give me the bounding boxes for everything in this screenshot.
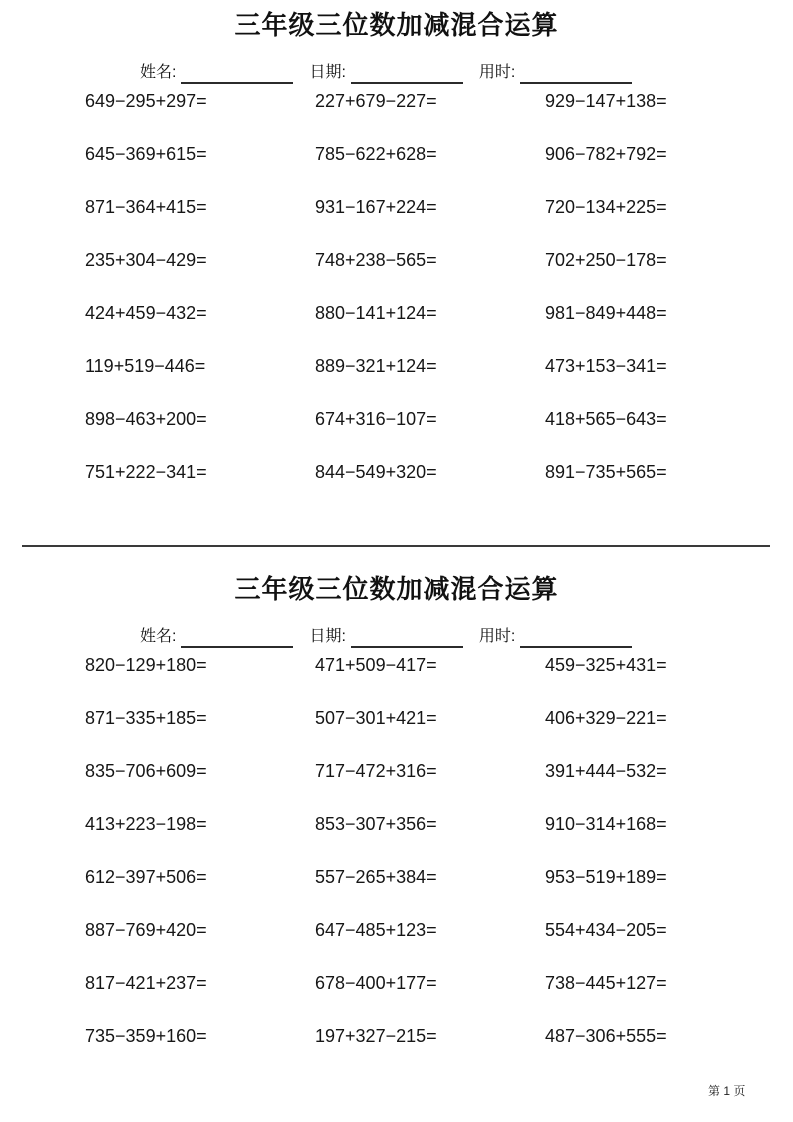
problem: 853−307+356= (315, 814, 437, 834)
problem: 413+223−198= (85, 814, 207, 834)
blank-underline (351, 66, 463, 84)
field-name-label: 姓名: (140, 628, 177, 645)
problem: 785−622+628= (315, 144, 437, 164)
field-name (140, 626, 293, 648)
problem: 835−706+609= (85, 761, 207, 781)
problem: 647−485+123= (315, 920, 437, 940)
problem: 678−400+177= (315, 973, 437, 993)
problem: 981−849+448= (545, 303, 667, 323)
blank-underline (181, 630, 293, 648)
problem: 487−306+555= (545, 1026, 667, 1046)
problem: 459−325+431= (545, 655, 667, 675)
problem: 612−397+506= (85, 867, 207, 887)
problem: 931−167+224= (315, 197, 437, 217)
problem: 735−359+160= (85, 1026, 207, 1046)
problem: 717−472+316= (315, 761, 437, 781)
problem: 406+329−221= (545, 708, 667, 728)
field-date-label: 日期: (309, 628, 346, 645)
problem: 889−321+124= (315, 356, 437, 376)
blank-underline (181, 66, 293, 84)
blank-underline (351, 630, 463, 648)
problem: 844−549+320= (315, 462, 437, 482)
problem: 871−335+185= (85, 708, 207, 728)
problem: 751+222−341= (85, 462, 207, 482)
field-time (479, 626, 632, 648)
problem: 820−129+180= (85, 655, 207, 675)
problem: 554+434−205= (545, 920, 667, 940)
problem: 557−265+384= (315, 867, 437, 887)
field-time-label: 用时: (478, 64, 516, 81)
field-name (140, 62, 293, 84)
field-date (309, 62, 462, 84)
problem: 898−463+200= (85, 409, 207, 429)
problems-grid (85, 91, 793, 515)
problem: 906−782+792= (545, 144, 667, 164)
problem: 738−445+127= (545, 973, 667, 993)
problem: 880−141+124= (315, 303, 437, 323)
problem: 235+304−429= (85, 250, 207, 270)
problem: 645−369+615= (85, 144, 207, 164)
field-date (309, 626, 462, 648)
worksheet-section-1 (0, 10, 793, 515)
worksheet-section-2 (0, 574, 793, 1079)
problem: 910−314+168= (545, 814, 667, 834)
problem: 929−147+138= (545, 91, 667, 111)
problem: 473+153−341= (545, 356, 667, 376)
field-name-label: 姓名: (140, 64, 177, 81)
problem: 891−735+565= (545, 462, 667, 482)
problem: 720−134+225= (545, 197, 667, 217)
problem: 391+444−532= (545, 761, 667, 781)
problem: 197+327−215= (315, 1026, 437, 1046)
problem: 871−364+415= (85, 197, 207, 217)
problem: 674+316−107= (315, 409, 437, 429)
problem: 817−421+237= (85, 973, 207, 993)
field-time-label: 用时: (478, 628, 516, 645)
header-fields (140, 624, 793, 648)
field-time (479, 62, 632, 84)
header-fields (140, 60, 793, 84)
field-date-label: 日期: (309, 64, 346, 81)
problem: 702+250−178= (545, 250, 667, 270)
problem: 507−301+421= (315, 708, 437, 728)
problem: 748+238−565= (315, 250, 437, 270)
problem: 227+679−227= (315, 91, 437, 111)
section-divider (22, 545, 770, 547)
problem: 418+565−643= (545, 409, 667, 429)
problem: 471+509−417= (315, 655, 437, 675)
page-number: 第 1 页 (708, 1084, 746, 1098)
blank-underline (520, 630, 632, 648)
worksheet-title: 三年级三位数加减混合运算 (234, 574, 559, 604)
problems-grid (85, 655, 793, 1079)
problem: 424+459−432= (85, 303, 207, 323)
problem: 119+519−446= (85, 356, 206, 376)
worksheet-title: 三年级三位数加减混合运算 (234, 10, 559, 40)
problem: 649−295+297= (85, 91, 207, 111)
blank-underline (520, 66, 632, 84)
problem: 953−519+189= (545, 867, 667, 887)
problem: 887−769+420= (85, 920, 207, 940)
